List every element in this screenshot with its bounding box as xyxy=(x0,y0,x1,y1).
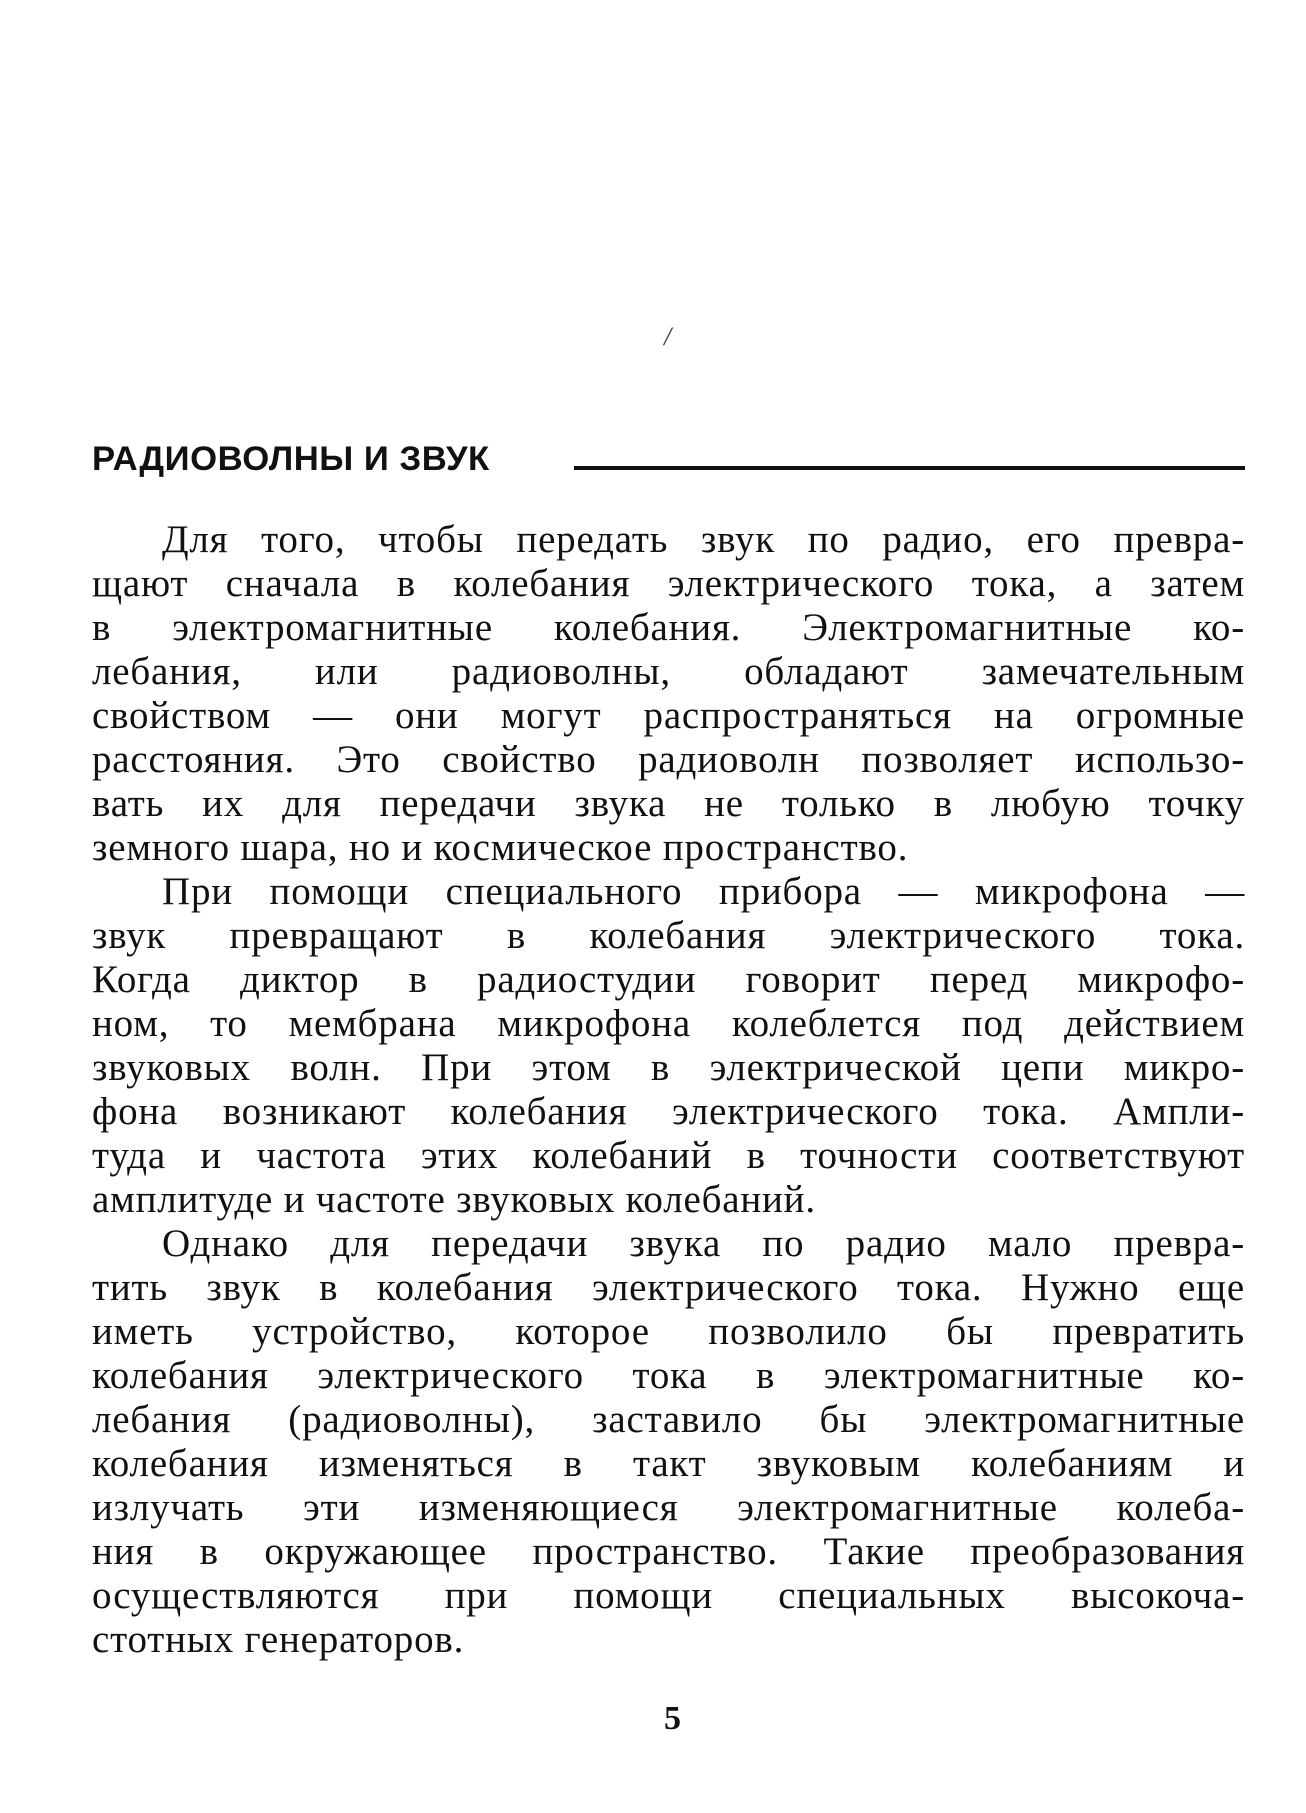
text-line: иметь устройство, которое позволило бы превратить xyxy=(92,1310,1245,1353)
text-line: щают сначала в колебания электрического тока, а затем xyxy=(92,562,1245,605)
text-line: земного шара, но и космическое пространство. xyxy=(92,826,909,869)
text-line: тить звук в колебания электрического тока. Нужно еще xyxy=(92,1266,1245,1309)
text-line: вать их для передачи звука не только в любую точку xyxy=(92,782,1245,825)
text-line: Однако для передачи звука по радио мало превра- xyxy=(162,1222,1245,1265)
text-line: излучать эти изменяющиеся электромагнитные колеба- xyxy=(92,1486,1245,1529)
text-line: колебания электрического тока в электромагнитные ко- xyxy=(92,1354,1245,1397)
stray-mark: / xyxy=(664,322,672,351)
text-line: Для того, чтобы передать звук по радио, его превра- xyxy=(162,518,1245,561)
text-line: Когда диктор в радиостудии говорит перед микрофо- xyxy=(92,958,1245,1001)
text-line: звук превращают в колебания электрического тока. xyxy=(92,914,1245,957)
page-number: 5 xyxy=(664,1700,681,1737)
text-line: фона возникают колебания электрического тока. Ампли- xyxy=(92,1090,1245,1133)
text-line: лебания, или радиоволны, обладают замечательным xyxy=(92,650,1245,693)
text-line: лебания (радиоволны), заставило бы электромагнитные xyxy=(92,1398,1245,1441)
text-line: ния в окружающее пространство. Такие преобразования xyxy=(92,1530,1245,1573)
text-line: амплитуде и частоте звуковых колебаний. xyxy=(92,1178,816,1221)
body-text xyxy=(92,518,1245,1662)
text-line: свойством — они могут распространяться на огромные xyxy=(92,694,1245,737)
heading-rule xyxy=(574,466,1245,470)
text-line: осуществляются при помощи специальных высокоча- xyxy=(92,1574,1245,1617)
text-line: в электромагнитные колебания. Электромагнитные ко- xyxy=(92,606,1245,649)
text-line: стотных генераторов. xyxy=(92,1618,465,1661)
text-line: При помощи специального прибора — микрофона — xyxy=(162,870,1245,913)
text-line: колебания изменяться в такт звуковым колебаниям и xyxy=(92,1442,1245,1485)
text-line: расстояния. Это свойство радиоволн позволяет использо- xyxy=(92,738,1245,781)
text-line: звуковых волн. При этом в электрической цепи микро- xyxy=(92,1046,1245,1089)
section-heading: РАДИОВОЛНЫ И ЗВУК xyxy=(92,440,490,478)
text-line: туда и частота этих колебаний в точности соответствуют xyxy=(92,1134,1245,1177)
text-line: ном, то мембрана микрофона колеблется под действием xyxy=(92,1002,1245,1045)
